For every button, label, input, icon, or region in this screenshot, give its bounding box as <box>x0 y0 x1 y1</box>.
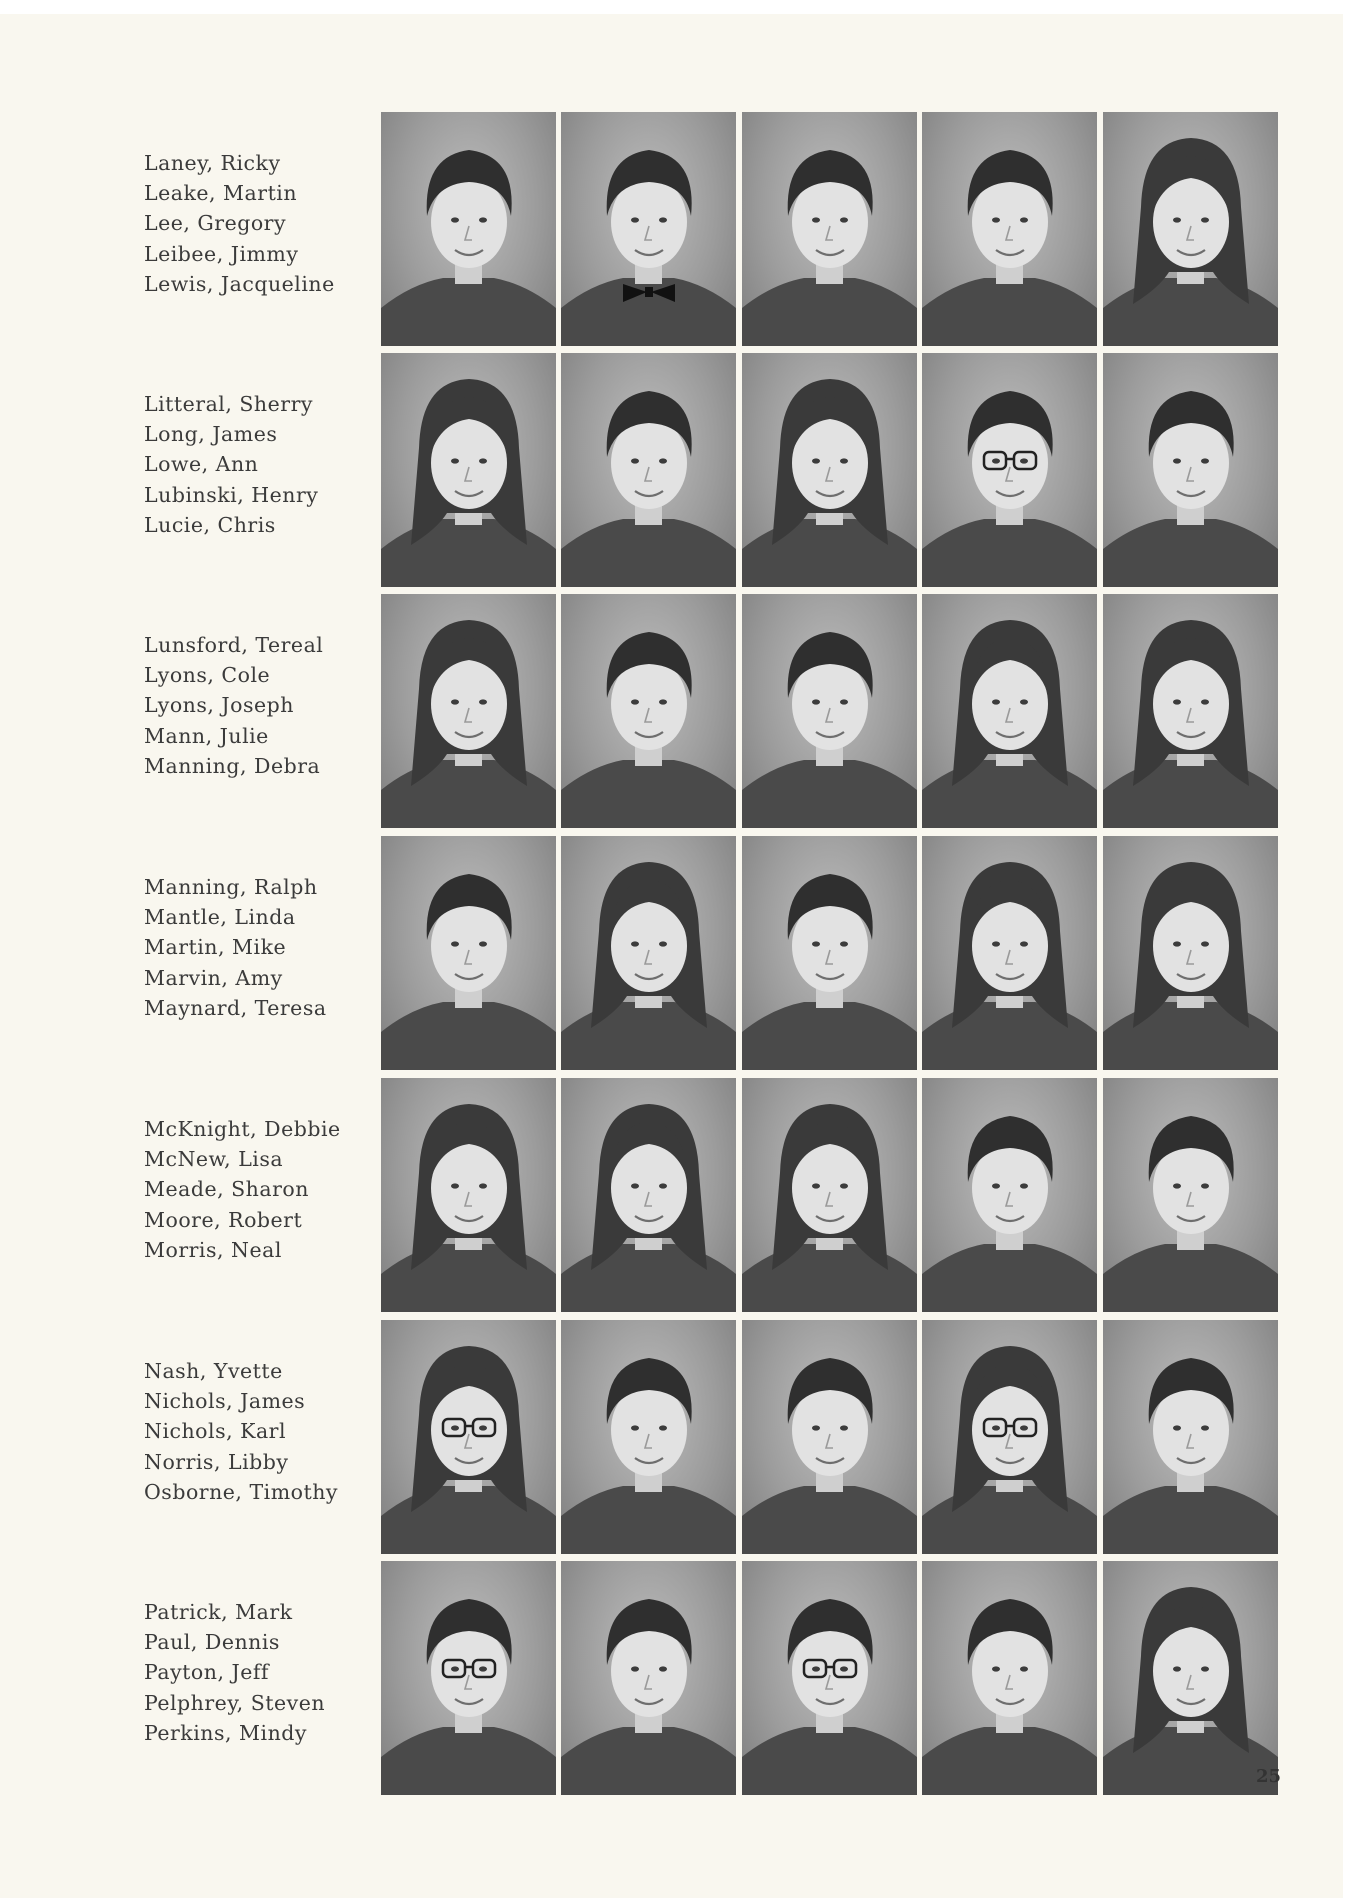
student-portrait <box>922 1320 1097 1554</box>
student-name: Martin, Mike <box>144 935 287 960</box>
student-portrait <box>1103 1078 1278 1312</box>
name-list <box>144 630 323 781</box>
roster-row <box>0 1557 1359 1795</box>
student-name: Nash, Yvette <box>144 1359 283 1383</box>
student-portrait <box>922 112 1097 346</box>
student-name: Manning, Debra <box>144 753 321 778</box>
student-portrait <box>381 1561 556 1795</box>
student-portrait <box>1103 353 1278 587</box>
student-portrait <box>381 112 556 346</box>
student-name: Marvin, Amy <box>144 965 283 990</box>
student-name: Lucie, Chris <box>144 512 276 537</box>
student-name: Laney, Ricky <box>144 151 281 175</box>
student-portrait <box>742 1320 917 1554</box>
student-name: Manning, Ralph <box>144 875 318 899</box>
student-name: Lee, Gregory <box>144 211 287 236</box>
name-list <box>144 1356 338 1507</box>
student-portrait <box>381 836 556 1070</box>
student-portrait <box>561 112 736 346</box>
student-portrait <box>561 836 736 1070</box>
student-portrait <box>561 1320 736 1554</box>
student-portrait <box>742 1561 917 1795</box>
student-name: Lowe, Ann <box>144 452 259 477</box>
student-portrait <box>381 1320 556 1554</box>
student-name: Perkins, Mindy <box>144 1720 307 1745</box>
student-name: Osborne, Timothy <box>144 1479 338 1504</box>
student-name: Litteral, Sherry <box>144 392 313 416</box>
name-list <box>144 389 318 540</box>
student-name: Norris, Libby <box>144 1449 289 1474</box>
name-list <box>144 1597 325 1748</box>
page-number: 25 <box>1256 1766 1282 1787</box>
student-portrait <box>381 594 556 828</box>
student-portrait <box>1103 1561 1278 1795</box>
roster-row <box>0 349 1359 587</box>
student-portrait <box>1103 1320 1278 1554</box>
roster-row <box>0 590 1359 828</box>
student-portrait <box>922 353 1097 587</box>
student-name: McKnight, Debbie <box>144 1117 341 1141</box>
student-portrait <box>381 1078 556 1312</box>
student-name: Moore, Robert <box>144 1207 303 1232</box>
name-list <box>144 148 335 299</box>
student-name: Meade, Sharon <box>144 1177 309 1202</box>
student-name: Lunsford, Tereal <box>144 633 324 657</box>
student-name: Patrick, Mark <box>144 1600 293 1624</box>
student-name: Morris, Neal <box>144 1237 282 1262</box>
student-name: Mann, Julie <box>144 723 269 748</box>
student-name: Lyons, Cole <box>144 663 271 688</box>
student-portrait <box>1103 836 1278 1070</box>
student-portrait <box>1103 112 1278 346</box>
student-name: Paul, Dennis <box>144 1630 280 1655</box>
student-name: Lyons, Joseph <box>144 693 294 718</box>
student-name: Lubinski, Henry <box>144 482 319 507</box>
student-name: Leibee, Jimmy <box>144 241 299 266</box>
student-portrait <box>742 112 917 346</box>
name-list <box>144 1114 341 1265</box>
student-name: Pelphrey, Steven <box>144 1690 326 1715</box>
roster-row <box>0 1316 1359 1554</box>
student-portrait <box>922 594 1097 828</box>
roster-row <box>0 832 1359 1070</box>
roster-row <box>0 108 1359 346</box>
student-portrait <box>742 594 917 828</box>
student-name: Payton, Jeff <box>144 1660 270 1685</box>
student-portrait <box>742 1078 917 1312</box>
roster-row <box>0 1074 1359 1312</box>
student-portrait <box>742 836 917 1070</box>
student-name: McNew, Lisa <box>144 1147 284 1172</box>
student-name: Lewis, Jacqueline <box>144 271 335 296</box>
student-portrait <box>742 353 917 587</box>
student-portrait <box>561 353 736 587</box>
student-portrait <box>922 836 1097 1070</box>
name-list <box>144 872 327 1023</box>
student-name: Long, James <box>144 422 278 447</box>
student-portrait <box>381 353 556 587</box>
student-name: Nichols, James <box>144 1389 306 1414</box>
student-portrait <box>922 1078 1097 1312</box>
student-portrait <box>922 1561 1097 1795</box>
student-portrait <box>561 594 736 828</box>
student-name: Nichols, Karl <box>144 1419 287 1444</box>
student-name: Leake, Martin <box>144 181 298 206</box>
student-portrait <box>1103 594 1278 828</box>
student-portrait <box>561 1078 736 1312</box>
student-name: Mantle, Linda <box>144 905 296 930</box>
student-portrait <box>561 1561 736 1795</box>
student-name: Maynard, Teresa <box>144 995 327 1020</box>
